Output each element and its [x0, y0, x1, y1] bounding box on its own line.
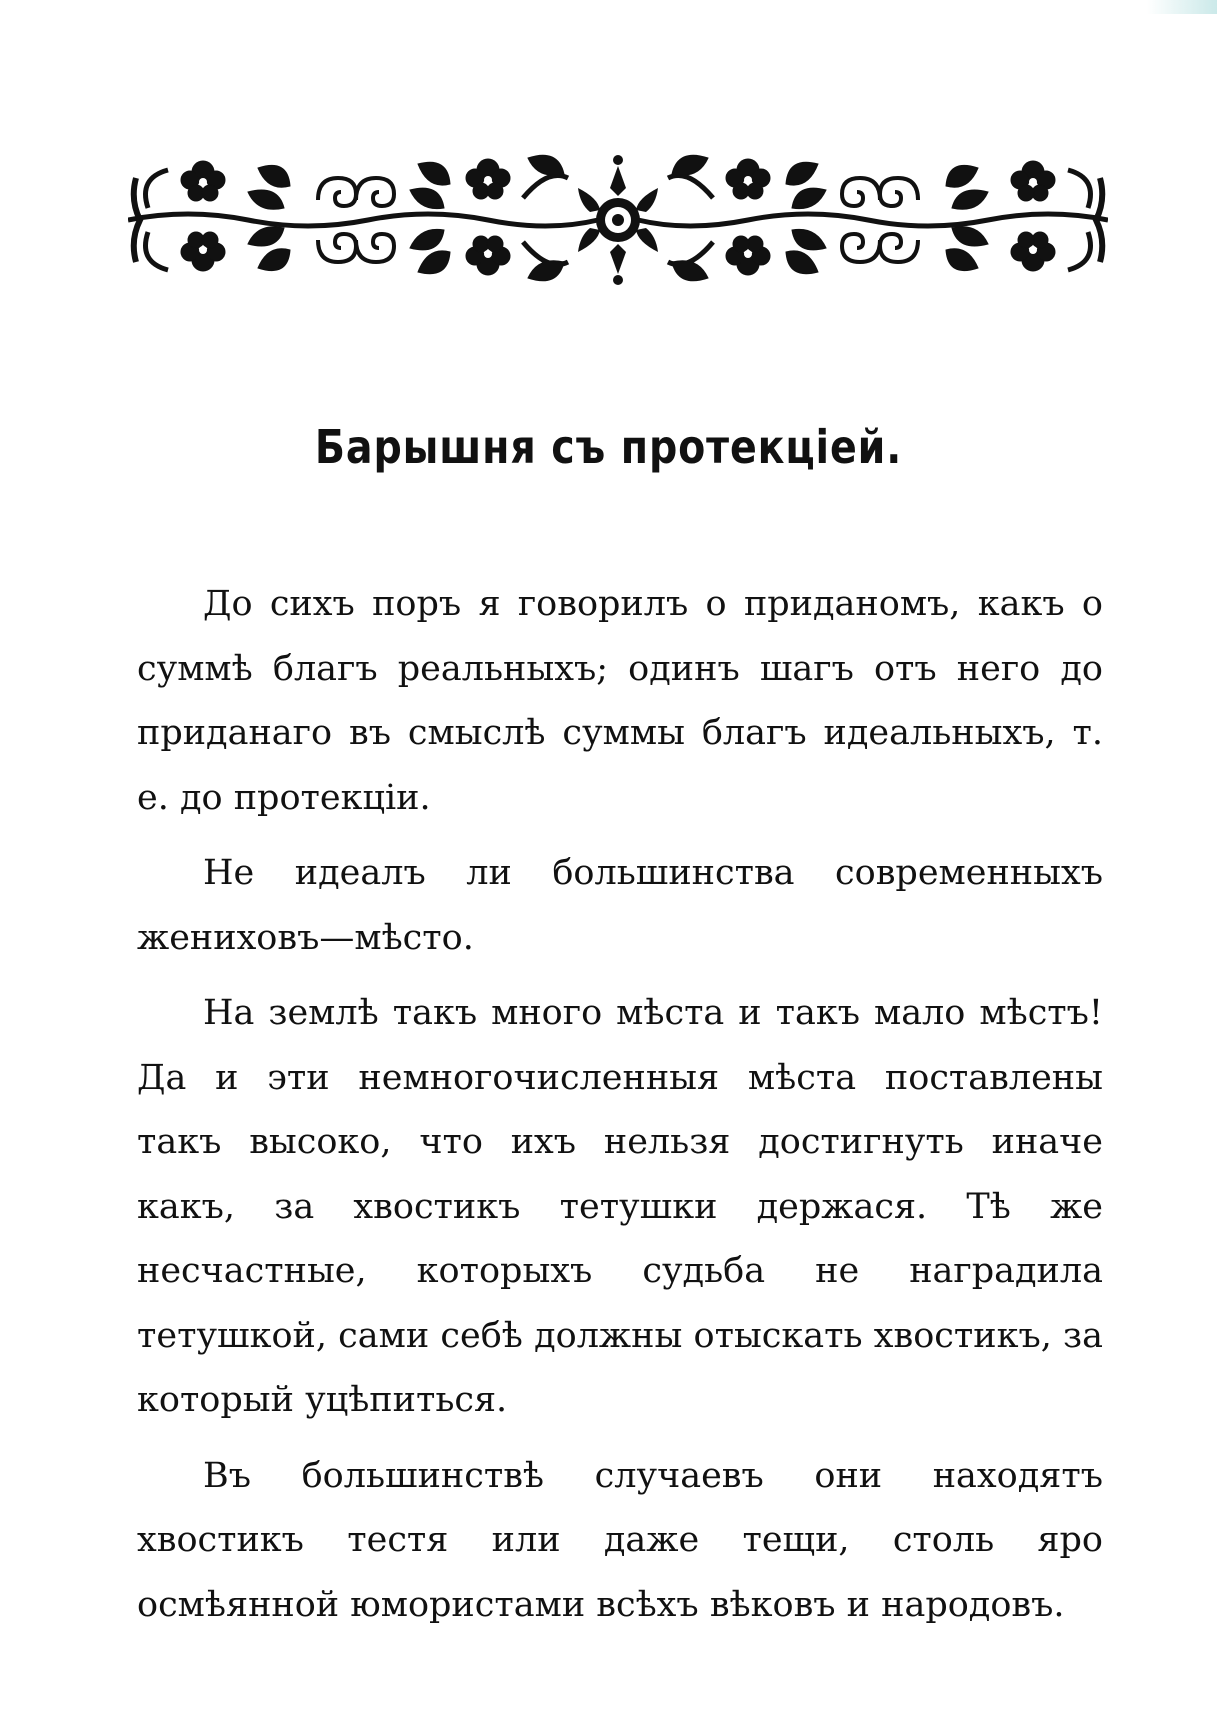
paragraph: До сихъ поръ я говорилъ о приданомъ, какъ о суммѣ благъ реальныхъ; одинъ шагъ отъ него до приданаго въ смыслѣ суммы благъ идеальныхъ, т. е. до протекціи. — [137, 584, 1103, 818]
paragraph: Не идеалъ ли большинства современныхъ жениховъ—мѣсто. — [137, 853, 1103, 958]
paragraph: Въ большинствѣ случаевъ они находятъ хвостикъ тестя или даже тещи, столь яро осмѣянной юмористами всѣхъ вѣковъ и народовъ. — [137, 1455, 1103, 1625]
chapter-title: Барышня съ протекціей. — [314, 420, 903, 474]
floral-vine-ornament-icon — [128, 148, 1108, 288]
paragraph: На землѣ такъ много мѣста и такъ мало мѣстъ! Да и эти немногочисленныя мѣста поставлены такъ высоко, что ихъ нельзя достигнуть иначе какъ, за хвостикъ тетушки держася. Тѣ же несчастные, которыхъ судьба не наградила тетушкой, сами себѣ должны отыскать хвостикъ, за который уцѣпиться. — [137, 993, 1103, 1420]
chapter-body — [137, 572, 1103, 1648]
scan-edge-tint — [1147, 0, 1217, 14]
